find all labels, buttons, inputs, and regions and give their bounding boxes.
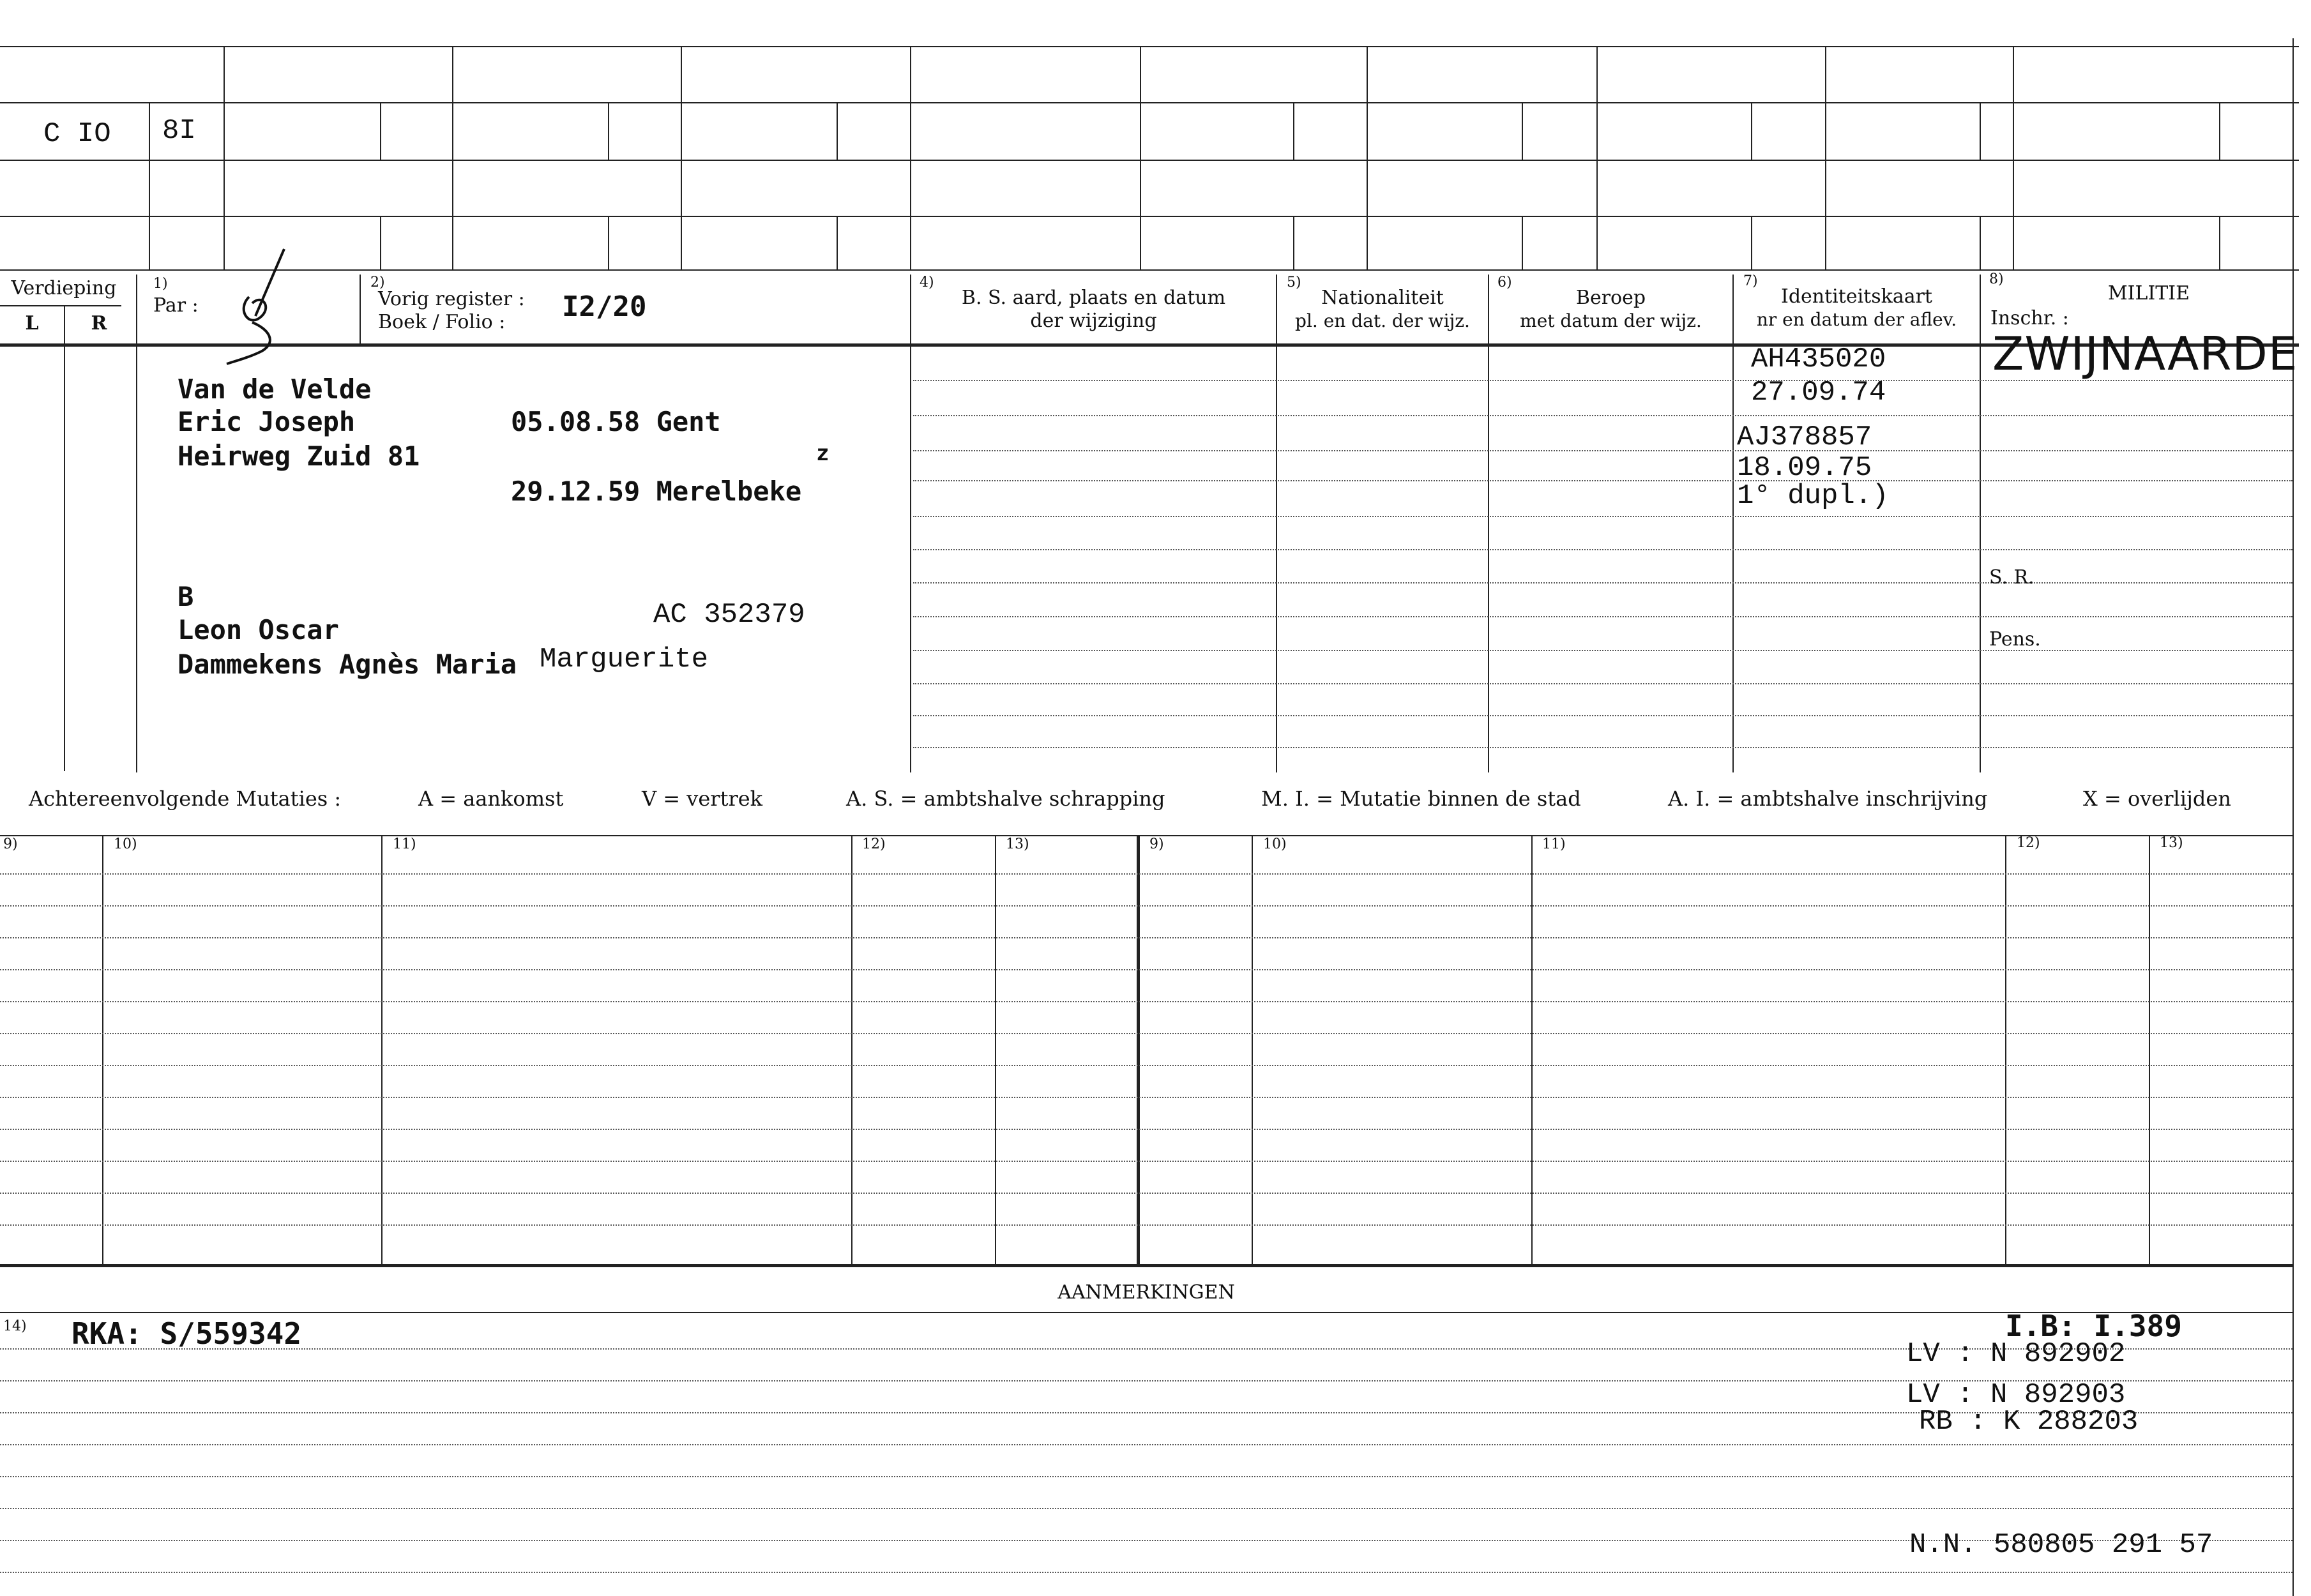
col2-label-2: Boek / Folio : [378, 311, 506, 333]
col8-label-1: MILITIE [2107, 282, 2190, 305]
mother-name: Dammekens Agnès Maria [178, 649, 517, 680]
legend-mi: M. I. = Mutatie binnen de stad [1261, 787, 1581, 811]
mut-col-11a: 11) [393, 836, 416, 852]
id-card-2-note: 1° dupl.) [1737, 480, 1889, 512]
legend-x: X = overlijden [2083, 787, 2231, 811]
mut-col-9b: 9) [1149, 836, 1164, 852]
legend-as: A. S. = ambtshalve schrapping [846, 787, 1165, 811]
code-cell-1: C IO [43, 118, 111, 150]
legend-v: V = vertrek [642, 787, 763, 811]
col1-num: 1) [153, 276, 168, 292]
father-name: Leon Oscar [178, 614, 339, 645]
col7-num: 7) [1743, 273, 1758, 289]
mut-col-12b: 12) [2017, 835, 2040, 851]
col8-label-2: Inschr. : [1990, 307, 2069, 329]
person-arrival: 29.12.59 Merelbeke [511, 476, 802, 507]
legend-ai: A. I. = ambtshalve inschrijving [1668, 787, 1988, 811]
mut-col-13b: 13) [2160, 835, 2183, 851]
legend-title: Achtereenvolgende Mutaties : [29, 787, 342, 811]
verdieping-r: R [91, 312, 107, 335]
mut-col-9a: 9) [3, 836, 18, 852]
mut-col-12a: 12) [862, 836, 886, 852]
col4-label-1: B. S. aard, plaats en datum [961, 287, 1226, 309]
id-card-1-number: AH435020 [1751, 343, 1886, 375]
col2-label-1: Vorig register : [378, 288, 525, 310]
col8-num: 8) [1989, 271, 2004, 287]
col5-label-2: pl. en dat. der wijz. [1295, 310, 1470, 331]
id-card-2-number: AJ378857 [1737, 421, 1872, 453]
remarks-num: 14) [3, 1318, 27, 1334]
verdieping-l: L [25, 312, 39, 335]
col6-label-1: Beroep [1575, 287, 1646, 309]
initial-signature [217, 246, 294, 373]
mut-col-10b: 10) [1263, 836, 1287, 852]
mother-extra: Marguerite [540, 644, 709, 675]
verdieping-label: Verdieping [11, 277, 117, 299]
mut-col-13a: 13) [1006, 836, 1029, 852]
person-letter: B [178, 581, 194, 612]
remarks-lv2: LV : N 892903 [1906, 1379, 2126, 1411]
mut-col-11b: 11) [1542, 836, 1566, 852]
person-birth: 05.08.58 Gent [511, 406, 721, 437]
remarks-lv1: LV : N 892902 [1906, 1338, 2126, 1370]
col4-num: 4) [920, 275, 934, 290]
militia-sr-label: S. R. [1989, 566, 2034, 589]
col2-value: I2/20 [562, 290, 647, 323]
col5-label-1: Nationaliteit [1321, 287, 1444, 309]
mut-col-10a: 10) [114, 836, 137, 852]
person-mark: z [816, 440, 830, 466]
remarks-ib: I.B: I.389 [2005, 1309, 2182, 1343]
code-cell-2: 8I [162, 115, 196, 147]
remarks-rb: RB : K 288203 [1919, 1406, 2139, 1438]
col6-label-2: met datum der wijz. [1520, 310, 1702, 331]
col5-num: 5) [1287, 275, 1301, 290]
person-surname: Van de Velde [178, 373, 372, 405]
remarks-title: AANMERKINGEN [1057, 1281, 1235, 1304]
militia-pens-label: Pens. [1989, 628, 2041, 651]
col7-label-2: nr en datum der aflev. [1756, 309, 1957, 330]
person-address: Heirweg Zuid 81 [178, 440, 420, 472]
col7-label-1: Identiteitskaart [1781, 285, 1932, 308]
id-card-1-date: 27.09.74 [1751, 377, 1886, 409]
person-firstnames: Eric Joseph [178, 406, 356, 437]
id-card-2-date: 18.09.75 [1737, 452, 1872, 484]
militia-inschr-stamp: ZWIJNAARDE [1992, 327, 2298, 380]
col2-num: 2) [370, 275, 385, 290]
col1-label: Par : [153, 294, 199, 317]
remarks-rka: RKA: S/559342 [72, 1316, 302, 1351]
col4-label-2: der wijziging [1030, 310, 1157, 332]
legend-a: A = aankomst [418, 787, 564, 811]
father-id: AC 352379 [653, 599, 805, 631]
remarks-nn: N.N. 580805 291 57 [1909, 1529, 2213, 1561]
col6-num: 6) [1497, 275, 1512, 290]
